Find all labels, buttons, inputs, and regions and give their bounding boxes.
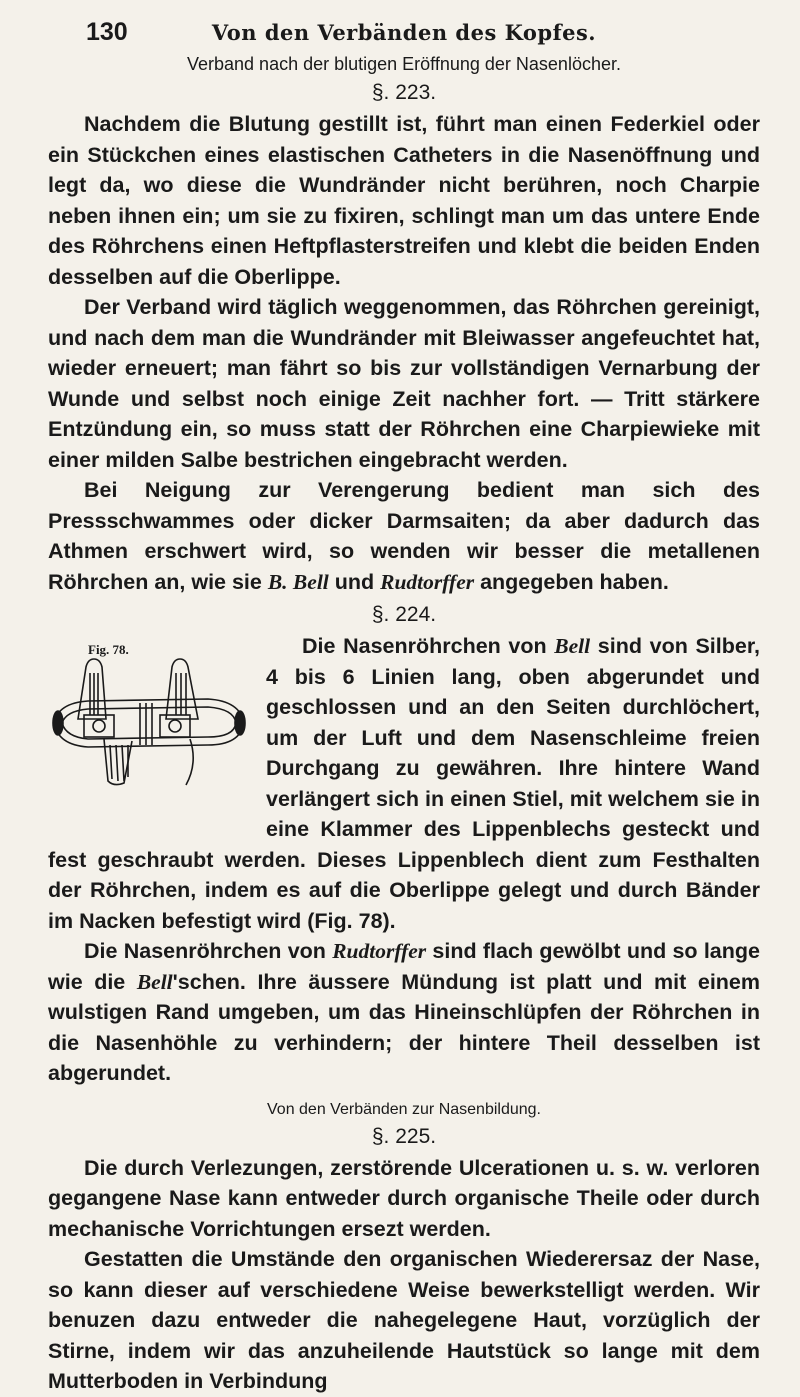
figure-78 [48,635,258,821]
page-header [48,18,760,52]
section-number: §. 223. [371,81,437,104]
section-number: §. 225. [371,1124,437,1148]
paragraph: Der Verband wird täglich weggenommen, das Röhrchen gereinigt, und nach dem man die Wundränder mit Bleiwasser angefeuchtet hat, wieder erneuert; man fährt so bis zur vollständigen Vernarbung der Wunde und selbst noch einige Zeit nachher fort. — Tritt stärkere Entzündung ein, so muss statt der Röhrchen eine Charpiewieke mit einer milden Salbe bestrichen eingebracht werden. [48,295,760,472]
running-title: Von den Verbänden des Kopfes. [211,20,597,45]
paragraph: Die Nasenröhrchen von Bell Fig. 78. sind von Silber, 4 bis 6 Linien lang, oben abgerundet und geschlossen und an den Seiten durchlöchert, um der Luft und dem Nasenschleime freien Durchgang zu gewähren. Ihre hintere Wand verlängert sich in einen Stiel, mit welchem sie in eine Klammer des Lippenblechs gesteckt und fest geschraubt werden. Dieses Lippenblech dient zum Festhalten der Röhrchen, indem es auf die Oberlippe gelegt und durch Bänder im Nacken befestigt wird (Fig. 78). [48,634,760,933]
section-caption: Von den Verbänden zur Nasenbildung. [267,1100,541,1118]
paragraph: Nachdem die Blutung gestillt ist, führt man einen Federkiel oder ein Stückchen eines elastischen Catheters in die Nasenöffnung und legt da, wo diese die Wundränder nicht berühren, noch Charpie neben ihnen ein; um sie zu fixiren, schlingt man um das untere Ende des Röhrchens einen Heftpflasterstreifen und klebt die beiden Enden desselben auf die Oberlippe. [48,112,760,289]
author-name: Bell [136,969,173,994]
page [48,18,760,1397]
section-caption: Verband nach der blutigen Eröffnung der Nasenlöcher. [187,54,621,74]
paragraph: Gestatten die Umstände den organischen Wiederersaz der Nase, so kann dieser auf verschiedene Weise bewerkstelligt werden. Wir benuzen dazu entweder die nahegelegene Haut, vorzüglich der Stirne, indem wir das anzuheilende Hautstück so lange mit dem Mutterboden in Verbindung [48,1247,760,1393]
paragraph: Die Nasenröhrchen von Rudtorffer sind flach gewölbt und so lange wie die Bell'schen. Ihre äussere Mündung ist platt und mit einem wulstigen Rand umgeben, um das Hineinschlüpfen der Röhrchen in die Nasenhöhle zu verhindern; der hintere Theil desselben ist abgerundet. [48,939,760,1085]
paragraph: Bei Neigung zur Verengerung bedient man sich des Pressschwammes oder dicker Darmsaiten; da aber dadurch das Athmen erschwert wird, so wenden wir besser die metallenen Röhrchen an, wie sie B. Bell und Rudtorffer angegeben haben. [48,478,760,594]
author-name: Rudtorffer [332,939,427,963]
author-name: Bell [554,634,591,658]
paragraph: Die durch Verlezungen, zerstörende Ulcerationen u. s. w. verloren gegangene Nase kann entweder durch organische Theile oder durch mechanische Vorrichtungen ersezt werden. [48,1155,760,1241]
nasal-tube-illustration-icon [48,653,248,813]
page-number: 130 [86,18,128,46]
author-name: Rudtorffer [380,569,475,594]
section-number: §. 224. [371,603,437,626]
figure-label: Fig. 78. [88,642,129,657]
author-name: B. Bell [267,569,329,594]
